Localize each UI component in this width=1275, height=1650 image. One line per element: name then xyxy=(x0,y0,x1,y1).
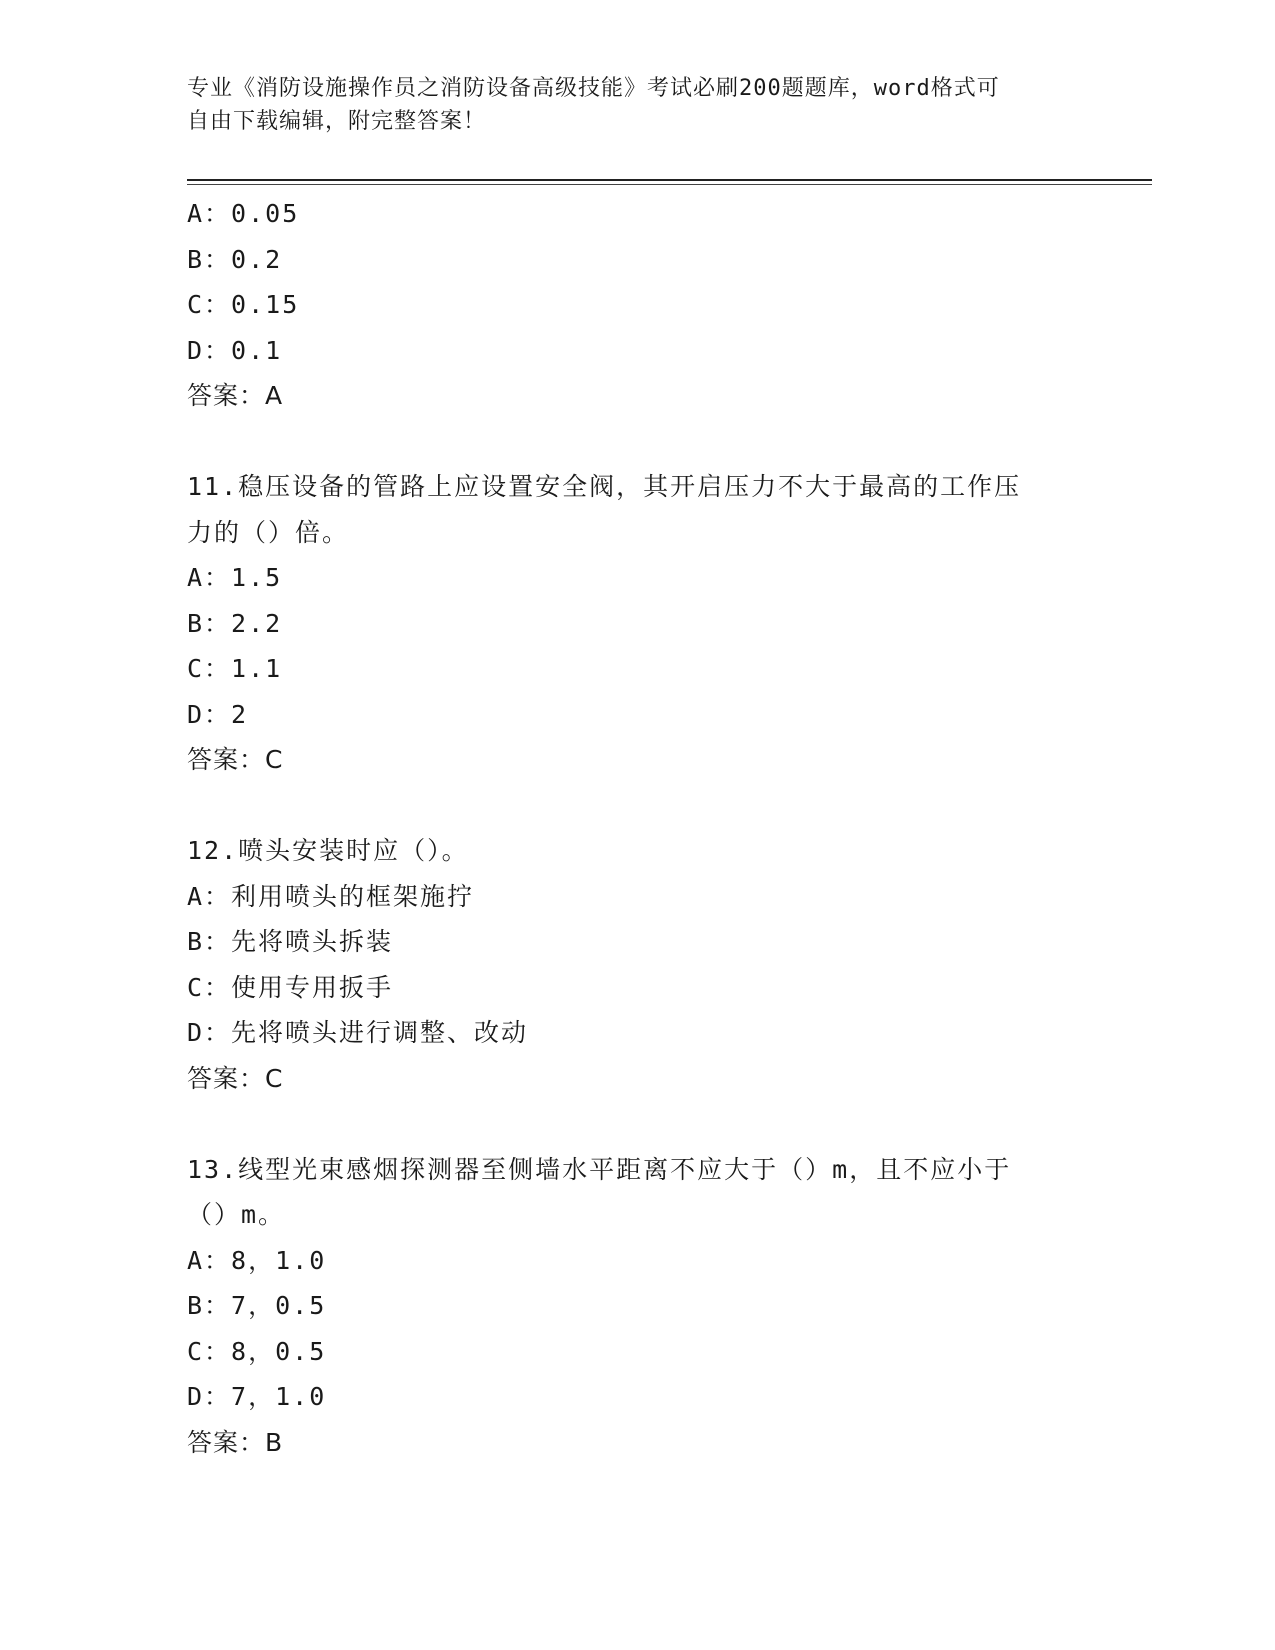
answer-line: 答案：C xyxy=(187,745,284,774)
option-d: D：2 xyxy=(187,699,249,729)
option-c: C：8，0.5 xyxy=(187,1336,327,1366)
option-b: B：7，0.5 xyxy=(187,1291,327,1320)
question-stem-continued: 力的（）倍。 xyxy=(187,517,350,547)
option-a: A：1.5 xyxy=(187,563,283,592)
option-c: C：使用专用扳手 xyxy=(187,972,394,1002)
option-a: A：利用喷头的框架施拧 xyxy=(187,881,475,911)
question-stem-continued: （）m。 xyxy=(187,1200,286,1229)
option-b: B：2.2 xyxy=(187,608,283,638)
option-a: A：8，1.0 xyxy=(187,1245,327,1275)
answer-line: 答案：C xyxy=(187,1063,284,1093)
document-header xyxy=(187,72,1067,138)
answer-line: 答案：A xyxy=(187,381,284,410)
option-a: A：0.05 xyxy=(187,199,300,228)
option-c: C：1.1 xyxy=(187,654,283,683)
option-b: B：0.2 xyxy=(187,244,283,274)
question-stem: 11.稳压设备的管路上应设置安全阀，其开启压力不大于最高的工作压 xyxy=(187,472,1022,501)
question-stem: 13.线型光束感烟探测器至侧墙水平距离不应大于（）m，且不应小于 xyxy=(187,1154,1012,1184)
question-body xyxy=(187,191,1087,1465)
option-c: C：0.15 xyxy=(187,290,300,319)
option-d: D：7，1.0 xyxy=(187,1382,327,1411)
question-11 xyxy=(187,464,1087,783)
header-divider-thin xyxy=(187,184,1152,185)
question-stem: 12.喷头安装时应（）。 xyxy=(187,836,469,865)
header-line-2: 自由下载编辑，附完整答案！ xyxy=(187,109,487,134)
partial-question xyxy=(187,191,1087,419)
header-line-1: 专业《消防设施操作员之消防设备高级技能》考试必刷200题题库，word格式可 xyxy=(187,76,1000,101)
question-12 xyxy=(187,828,1087,1101)
option-d: D：0.1 xyxy=(187,335,283,365)
question-13 xyxy=(187,1147,1087,1466)
header-divider xyxy=(187,179,1152,181)
option-d: D：先将喷头进行调整、改动 xyxy=(187,1018,529,1047)
option-b: B：先将喷头拆装 xyxy=(187,927,394,956)
answer-line: 答案：B xyxy=(187,1427,284,1457)
